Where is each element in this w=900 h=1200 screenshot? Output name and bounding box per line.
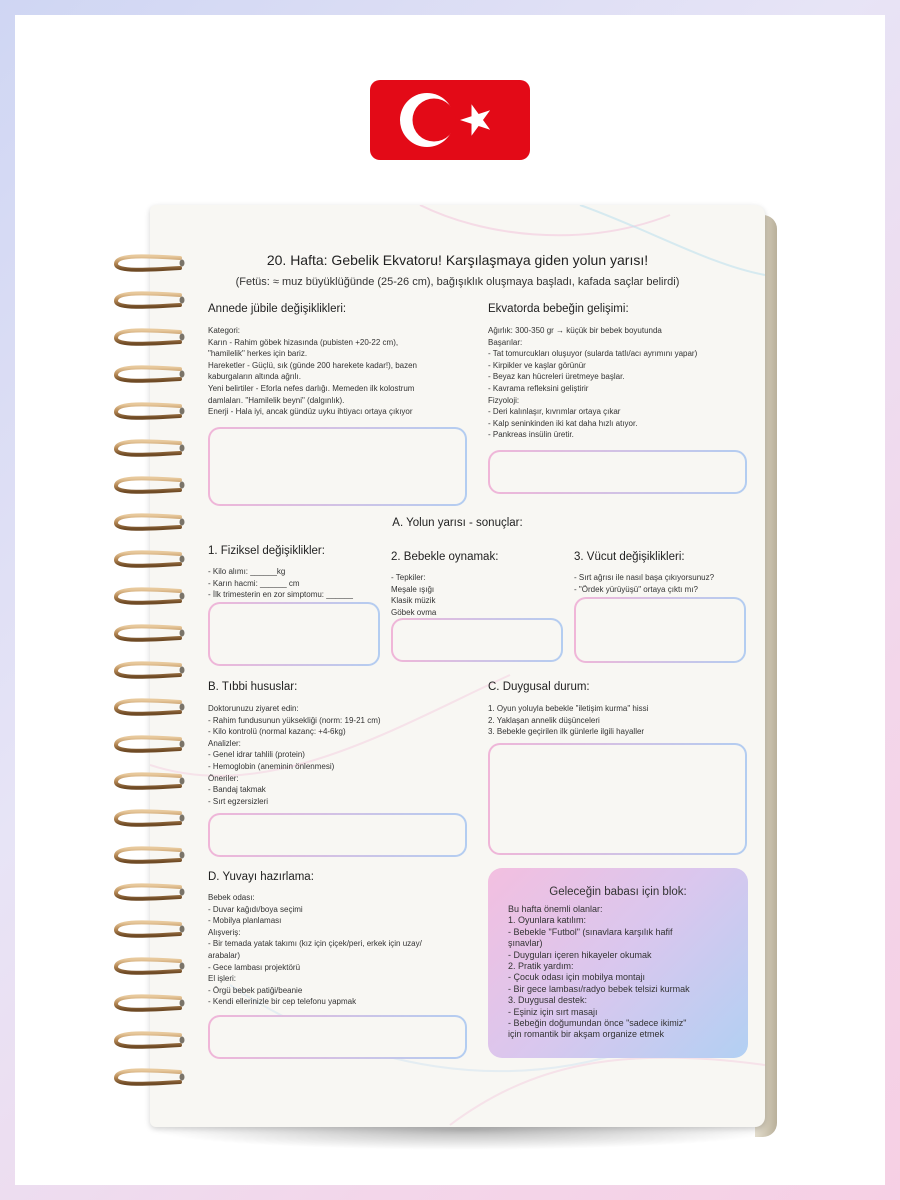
mother-heading: Annede jübile değişiklikleri: xyxy=(208,303,347,315)
spiral-coil xyxy=(116,256,180,269)
spiral-coil xyxy=(116,737,180,750)
page-subtitle: (Fetüs: ≈ muz büyüklüğünde (25-26 cm), bağışıklık oluşmaya başladı, kafada saçlar belirdi) xyxy=(235,276,680,288)
body-changes-heading: 3. Vücut değişiklikleri: xyxy=(574,551,685,563)
binding-hole xyxy=(180,963,185,970)
spiral-coil xyxy=(116,478,180,491)
spiral-coil xyxy=(116,663,180,676)
binding-hole xyxy=(180,408,185,415)
mother-notes-box[interactable] xyxy=(208,427,467,506)
spiral-coil xyxy=(116,515,180,528)
notebook-page xyxy=(150,205,765,1127)
spiral-binding xyxy=(108,240,188,1100)
nest-notes-box[interactable] xyxy=(208,1015,467,1059)
spiral-coil xyxy=(116,1033,180,1046)
body-changes-text: - Sırt ağrısı ile nasıl başa çıkıyorsunuz? - "Ördek yürüyüşü" ortaya çıktı mı? xyxy=(574,573,715,594)
binding-hole xyxy=(180,260,185,267)
physical-notes-box[interactable] xyxy=(208,602,380,666)
medical-text: Doktorunuzu ziyaret edin: - Rahim fundusunun yüksekliği (norm: 19-21 cm) - Kilo kontrolü (normal kazanç: +4-6kg) Analizler: - Genel idrar tahlili (protein) - Hemoglobin (aneminin önlenmesi) Öneriler: - Bandaj takmak - Sırt egzersizleri xyxy=(208,704,381,806)
body-changes-notes-box[interactable] xyxy=(574,597,746,663)
spiral-coil xyxy=(116,848,180,861)
spiral-coil xyxy=(116,700,180,713)
turkish-flag-icon xyxy=(370,80,530,160)
binding-hole xyxy=(180,852,185,859)
father-block xyxy=(488,868,748,1058)
emotional-text: 1. Oyun yoluyla bebekle "iletişim kurma" hissi 2. Yaklaşan annelik düşünceleri 3. Bebekle geçirilen ilk günlerle ilgili hayaller xyxy=(488,704,649,737)
binding-hole xyxy=(180,334,185,341)
binding-hole xyxy=(180,741,185,748)
page-title: 20. Hafta: Gebelik Ekvatoru! Karşılaşmaya giden yolun yarısı! xyxy=(266,252,649,268)
spiral-coil xyxy=(116,811,180,824)
baby-notes-box[interactable] xyxy=(488,450,747,494)
emotional-notes-box[interactable] xyxy=(488,743,747,855)
binding-hole xyxy=(180,889,185,896)
father-block-title: Geleceğin babası için blok: xyxy=(549,886,687,898)
spiral-coil xyxy=(116,626,180,639)
spiral-coil xyxy=(116,589,180,602)
binding-hole xyxy=(180,667,185,674)
play-heading: 2. Bebekle oynamak: xyxy=(391,551,499,563)
father-block-text: Bu hafta önemli olanlar: 1. Oyunlara katılım: - Bebekle "Futbol" (sınavlara karşılık hafif şınavlar) - Duyguları içeren hikayeler okumak 2. Pratik yardım: - Çocuk odası için mobilya montajı - Bir gece lambası/radyo bebek telsizi kurmak 3. Duygusal destek: - Eşiniz için sırt masajı - Bebeğin doğumundan önce "sadece ikimiz" için romantik bir akşam organize etmek xyxy=(508,904,690,1040)
binding-hole xyxy=(180,1000,185,1007)
spiral-coil xyxy=(116,330,180,343)
medical-notes-box[interactable] xyxy=(208,813,467,857)
medical-heading: B. Tıbbi hususlar: xyxy=(208,681,298,693)
physical-heading: 1. Fiziksel değişiklikler: xyxy=(208,545,325,557)
spiral-coil xyxy=(116,441,180,454)
binding-hole xyxy=(180,778,185,785)
spiral-coil xyxy=(116,885,180,898)
spiral-coil xyxy=(116,922,180,935)
spiral-coil xyxy=(116,367,180,380)
binding-hole xyxy=(180,445,185,452)
spiral-coil xyxy=(116,1070,180,1083)
spiral-coil xyxy=(116,293,180,306)
baby-heading: Ekvatorda bebeğin gelişimi: xyxy=(488,303,629,315)
binding-hole xyxy=(180,297,185,304)
spiral-coil xyxy=(116,996,180,1009)
physical-text: - Kilo alımı: ______kg - Karın hacmi: ______ cm - İlk trimesterin en zor simptomu: ______ xyxy=(208,567,353,600)
spiral-coil xyxy=(116,552,180,565)
binding-hole xyxy=(180,630,185,637)
binding-hole xyxy=(180,926,185,933)
spiral-coil xyxy=(116,959,180,972)
binding-hole xyxy=(180,519,185,526)
spiral-coil xyxy=(116,774,180,787)
binding-hole xyxy=(180,556,185,563)
baby-text: Ağırlık: 300-350 gr → küçük bir bebek boyutunda Başarılar: - Tat tomurcukları oluşuyor (sularda tatlı/acı ayrımını yapar) - Kirpikler ve kaşlar görünür - Beyaz kan hücreleri üretmeye başlar. - Kavrama refleksini geliştirir Fizyoloji: - Deri kalınlaşır, kıvrımlar ortaya çıkar - Kalp seninkinden iki kat daha hızlı atıyor. - Pankreas insülin üretir. xyxy=(488,326,698,440)
binding-hole xyxy=(180,815,185,822)
nest-text: Bebek odası: - Duvar kağıdı/boya seçimi - Mobilya planlaması Alışveriş: - Bir temada yatak takımı (kız için çiçek/peri, erkek için uzay/ arabalar) - Gece lambası projektörü El işleri: - Örgü bebek patiği/beanie - Kendi ellerinizle bir cep telefonu yapmak xyxy=(208,893,422,1007)
mother-text: Kategori: Karın - Rahim göbek hizasında (pubisten +20-22 cm), "hamilelik" herkes için bariz. Hareketler - Güçlü, sık (günde 200 harekete kadar!), bazen kaburgaların altında ağrılı. Yeni belirtiler - Eforla nefes darlığı. Memeden ilk kolostrum damlaları. "Hamilelik beyni" (dalgınlık). Enerji - Hala iyi, ancak gündüz uyku ihtiyacı ortaya çıkıyor xyxy=(208,326,417,417)
play-text: - Tepkiler: Meşale ışığı Klasik müzik Göbek ovma xyxy=(391,573,437,617)
spiral-coil xyxy=(116,404,180,417)
binding-hole xyxy=(180,371,185,378)
play-notes-box[interactable] xyxy=(391,618,563,662)
binding-hole xyxy=(180,593,185,600)
section-a-title: A. Yolun yarısı - sonuçlar: xyxy=(392,517,523,529)
binding-hole xyxy=(180,704,185,711)
emotional-heading: C. Duygusal durum: xyxy=(488,681,590,693)
nest-heading: D. Yuvayı hazırlama: xyxy=(208,871,314,883)
binding-hole xyxy=(180,1074,185,1081)
binding-hole xyxy=(180,1037,185,1044)
binding-hole xyxy=(180,482,185,489)
